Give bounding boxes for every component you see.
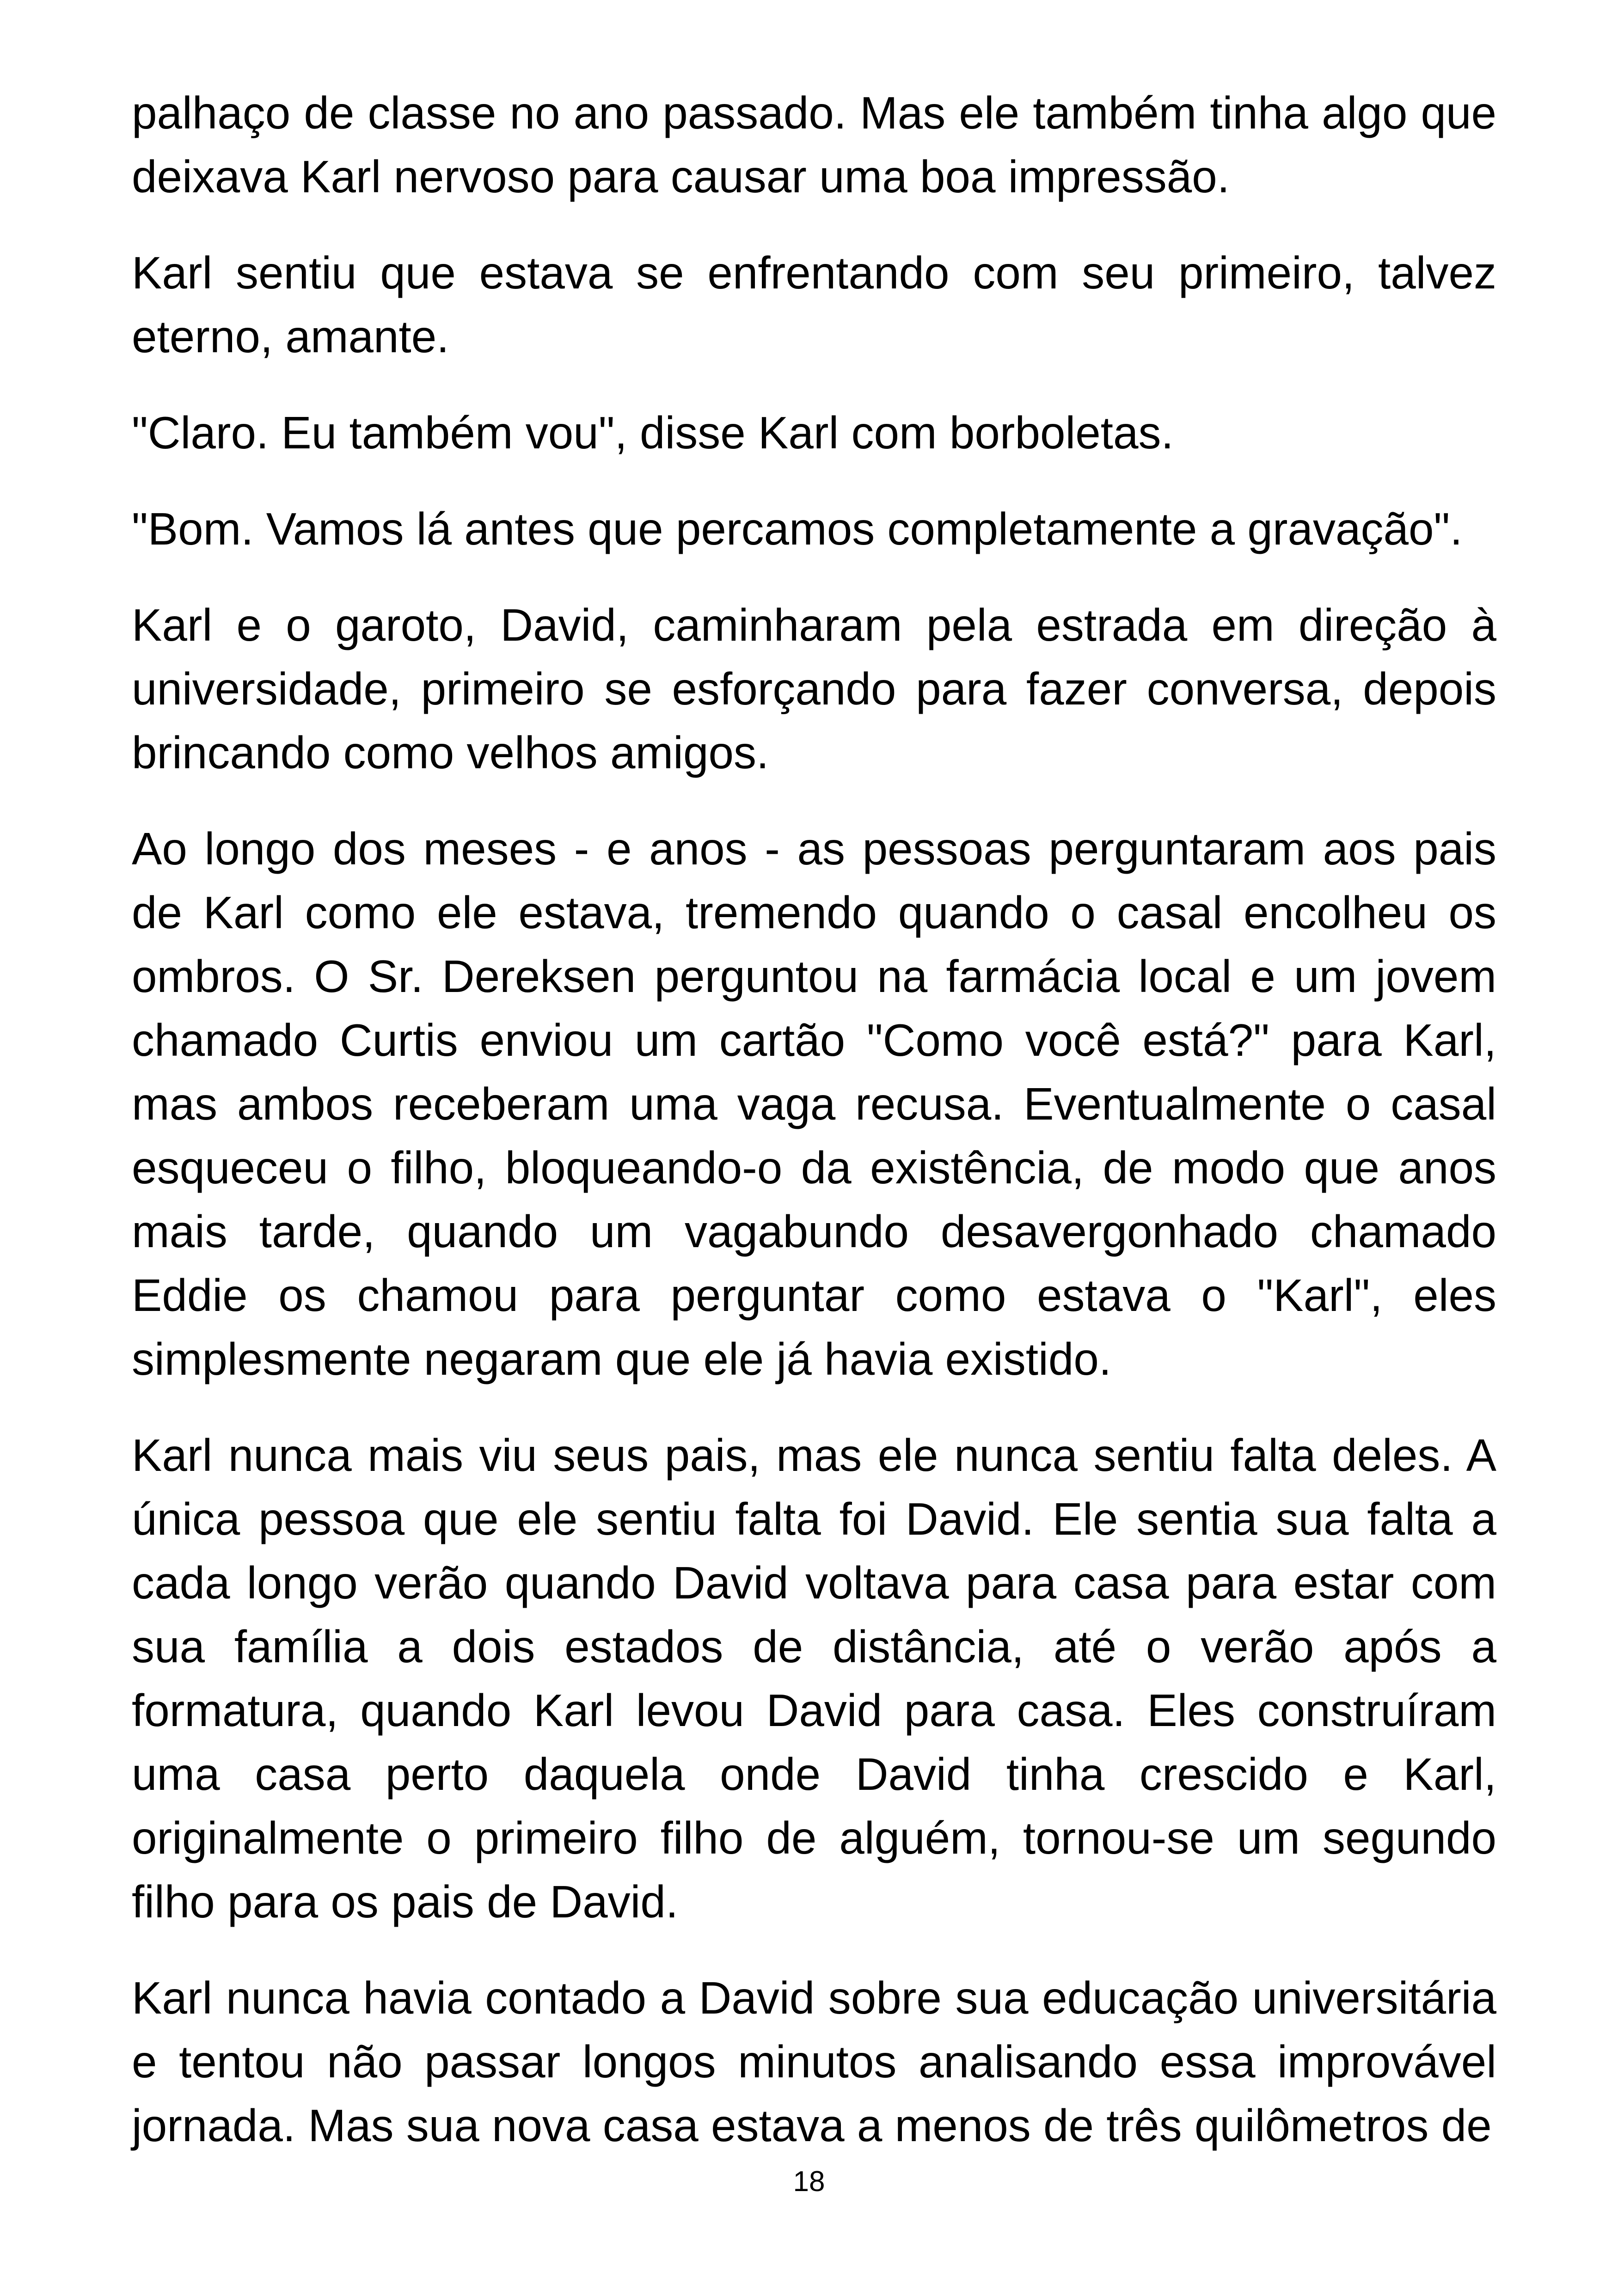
paragraph: Karl nunca mais viu seus pais, mas ele nunca sentiu falta deles. A única pessoa que ele sentiu falta foi David. Ele sentia sua falta a cada longo verão quando David voltava para casa para estar com sua família a dois estados de distância, até o verão após a formatura, quando Karl levou David para casa. Eles construíram uma casa perto daquela onde David tinha crescido e Karl, originalmente o primeiro filho de alguém, tornou-se um segundo filho para os pais de David. — [132, 1430, 1496, 1927]
paragraph: "Bom. Vamos lá antes que percamos completamente a gravação". — [132, 503, 1463, 554]
paragraph: Karl e o garoto, David, caminharam pela estrada em direção à universidade, primeiro se esforçando para fazer conversa, depois brincando como velhos amigos. — [132, 600, 1496, 778]
body-text — [132, 81, 1496, 2190]
paragraph: Karl sentiu que estava se enfrentando com seu primeiro, talvez eterno, amante. — [132, 247, 1496, 362]
paragraph: "Claro. Eu também vou", disse Karl com borboletas. — [132, 407, 1174, 458]
paragraph: Ao longo dos meses - e anos - as pessoas perguntaram aos pais de Karl como ele estava, tremendo quando o casal encolheu os ombros. O Sr. Dereksen perguntou na farmácia local e um jovem chamado Curtis enviou um cartão "Como você está?" para Karl, mas ambos receberam uma vaga recusa. Eventualmente o casal esqueceu o filho, bloqueando-o da existência, de modo que anos mais tarde, quando um vagabundo desavergonhado chamado Eddie os chamou para perguntar como estava o "Karl", eles simplesmente negaram que ele já havia existido. — [132, 823, 1496, 1384]
page-number: 18 — [793, 2166, 825, 2198]
paragraph: Karl nunca havia contado a David sobre sua educação universitária e tentou não passar longos minutos analisando essa improvável jornada. Mas sua nova casa estava a menos de três quilômetros de — [132, 1972, 1496, 2151]
paragraph: palhaço de classe no ano passado. Mas ele também tinha algo que deixava Karl nervoso para causar uma boa impressão. — [132, 87, 1496, 202]
